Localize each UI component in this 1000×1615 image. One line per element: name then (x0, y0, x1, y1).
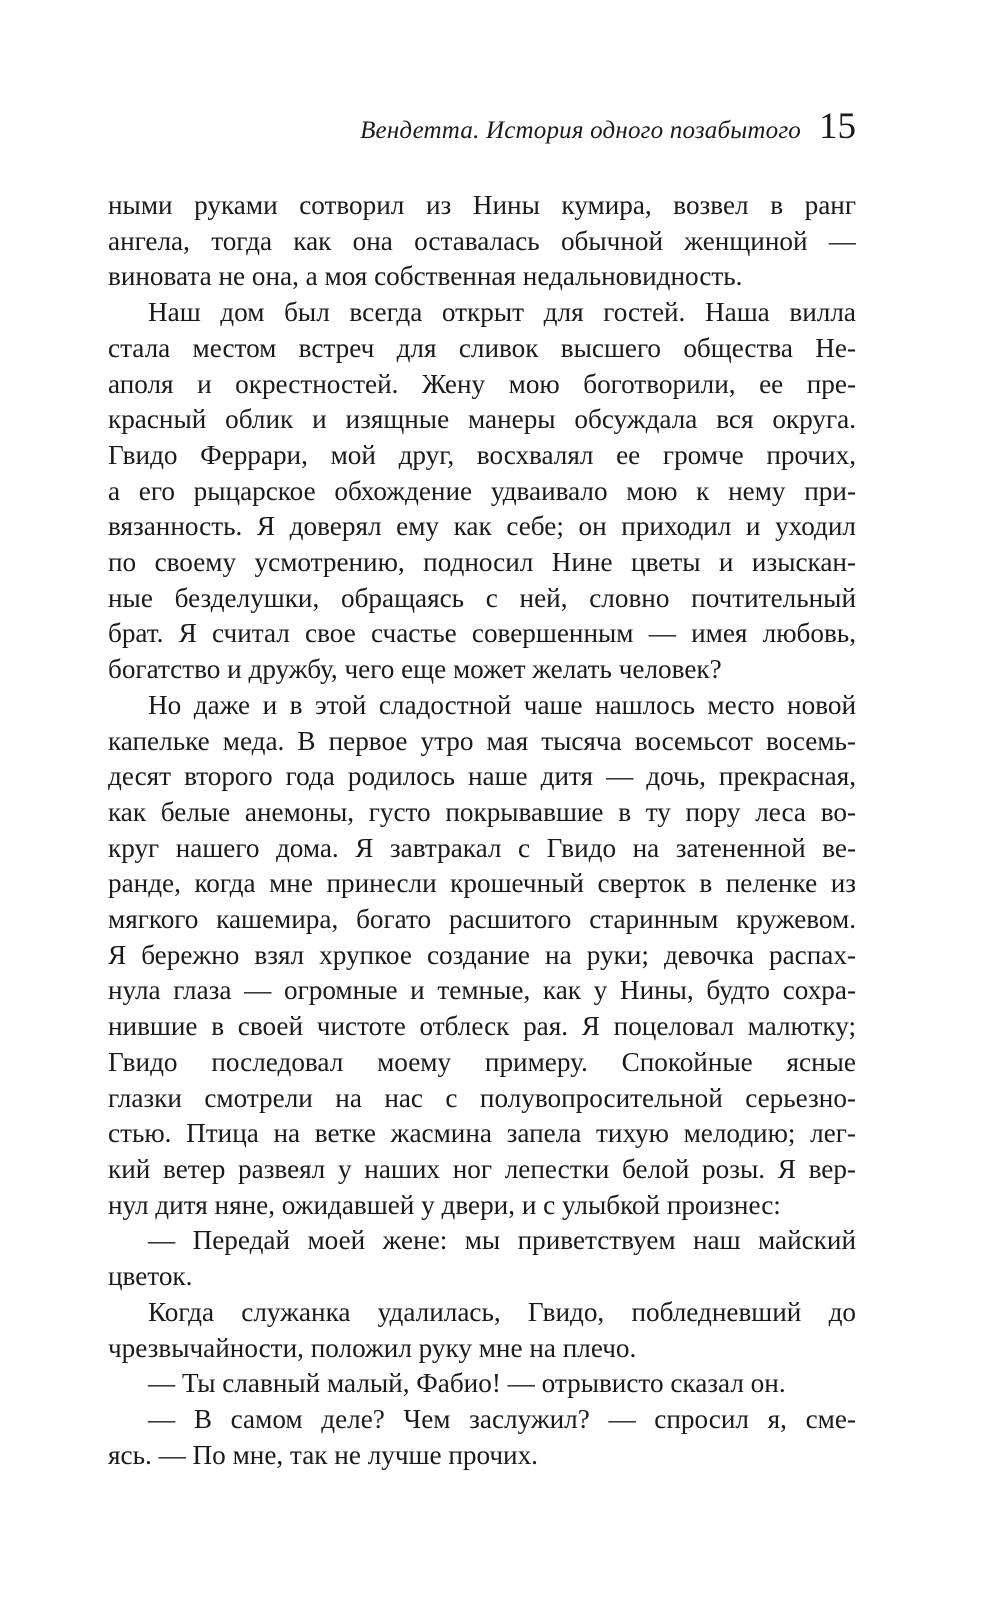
running-head (108, 108, 856, 168)
text-line: — Ты славный малый, Фабио! — отрывисто сказал он. (148, 1368, 786, 1399)
text-line: стала местом встреч для сливок высшего общества Не- (108, 332, 856, 363)
text-line: Наш дом был всегда открыт для гостей. Наша вилла (148, 297, 856, 328)
text-line: красный облик и изящные манеры обсуждала вся округа. (108, 404, 856, 435)
text-line: десят второго года родилось наше дитя — дочь, прекрасная, (108, 761, 856, 792)
text-line: как белые анемоны, густо покрывавшие в ту пору леса во- (108, 796, 856, 827)
text-line: аполя и окрестностей. Жену мою боготворили, ее пре- (108, 368, 856, 399)
text-line: а его рыцарское обхождение удваивало мою к нему при- (108, 475, 856, 506)
text-line: ясь. — По мне, так не лучше прочих. (108, 1439, 538, 1470)
text-line: капельке меда. В первое утро мая тысяча восемьсот восемь- (108, 725, 856, 756)
text-line: богатство и дружбу, чего еще может желать человек? (108, 654, 722, 685)
page-number: 15 (819, 106, 856, 147)
text-line: — В самом деле? Чем заслужил? — спросил я, сме- (148, 1403, 856, 1434)
text-line: виновата не она, а моя собственная недальновидность. (108, 261, 743, 292)
text-line: ные безделушки, обращаясь с ней, словно почтительный (108, 582, 856, 613)
text-line: — Передай моей жене: мы приветствуем наш майский (148, 1225, 856, 1256)
text-line: ными руками сотворил из Нины кумира, возвел в ранг (108, 190, 856, 220)
text-line: мягкого кашемира, богато расшитого старинным кружевом. (108, 904, 856, 935)
body-text (108, 188, 856, 1473)
text-line: Я бережно взял хрупкое создание на руки; девочка распах- (108, 939, 856, 970)
text-line: нившие в своей чистоте отблеск рая. Я поцеловал малютку; (108, 1011, 856, 1042)
text-line: стью. Птица на ветке жасмина запела тихую мелодию; лег- (108, 1118, 856, 1149)
text-line: ангела, тогда как она оставалась обычной женщиной — (108, 225, 856, 256)
running-title: Вендетта. История одного позабытого (360, 117, 801, 144)
text-line: Гвидо последовал моему примеру. Спокойные ясные (108, 1046, 856, 1077)
text-line: брат. Я считал свое счастье совершенным — имея любовь, (108, 618, 856, 649)
book-page (108, 108, 856, 1473)
text-line: Но даже и в этой сладостной чаше нашлось место новой (148, 689, 856, 720)
text-line: глазки смотрели на нас с полувопросительной серьезно- (108, 1082, 856, 1113)
text-line: круг нашего дома. Я завтракал с Гвидо на затененной ве- (108, 832, 856, 863)
text-line: вязанность. Я доверял ему как себе; он приходил и уходил (108, 511, 856, 542)
text-line: чрезвычайности, положил руку мне на плечо. (108, 1332, 637, 1363)
text-line: Когда служанка удалилась, Гвидо, побледневший до (148, 1296, 856, 1327)
text-line: ранде, когда мне принесли крошечный сверток в пеленке из (108, 868, 856, 899)
text-line: нул дитя няне, ожидавшей у двери, и с улыбкой произнес: (108, 1189, 781, 1220)
text-line: нула глаза — огромные и темные, как у Нины, будто сохра- (108, 975, 856, 1006)
text-line: Гвидо Феррари, мой друг, восхвалял ее громче прочих, (108, 439, 856, 470)
text-line: кий ветер развеял у наших ног лепестки белой розы. Я вер- (108, 1153, 856, 1184)
text-line: цветок. (108, 1261, 193, 1292)
text-line: по своему усмотрению, подносил Нине цветы и изыскан- (108, 547, 856, 578)
